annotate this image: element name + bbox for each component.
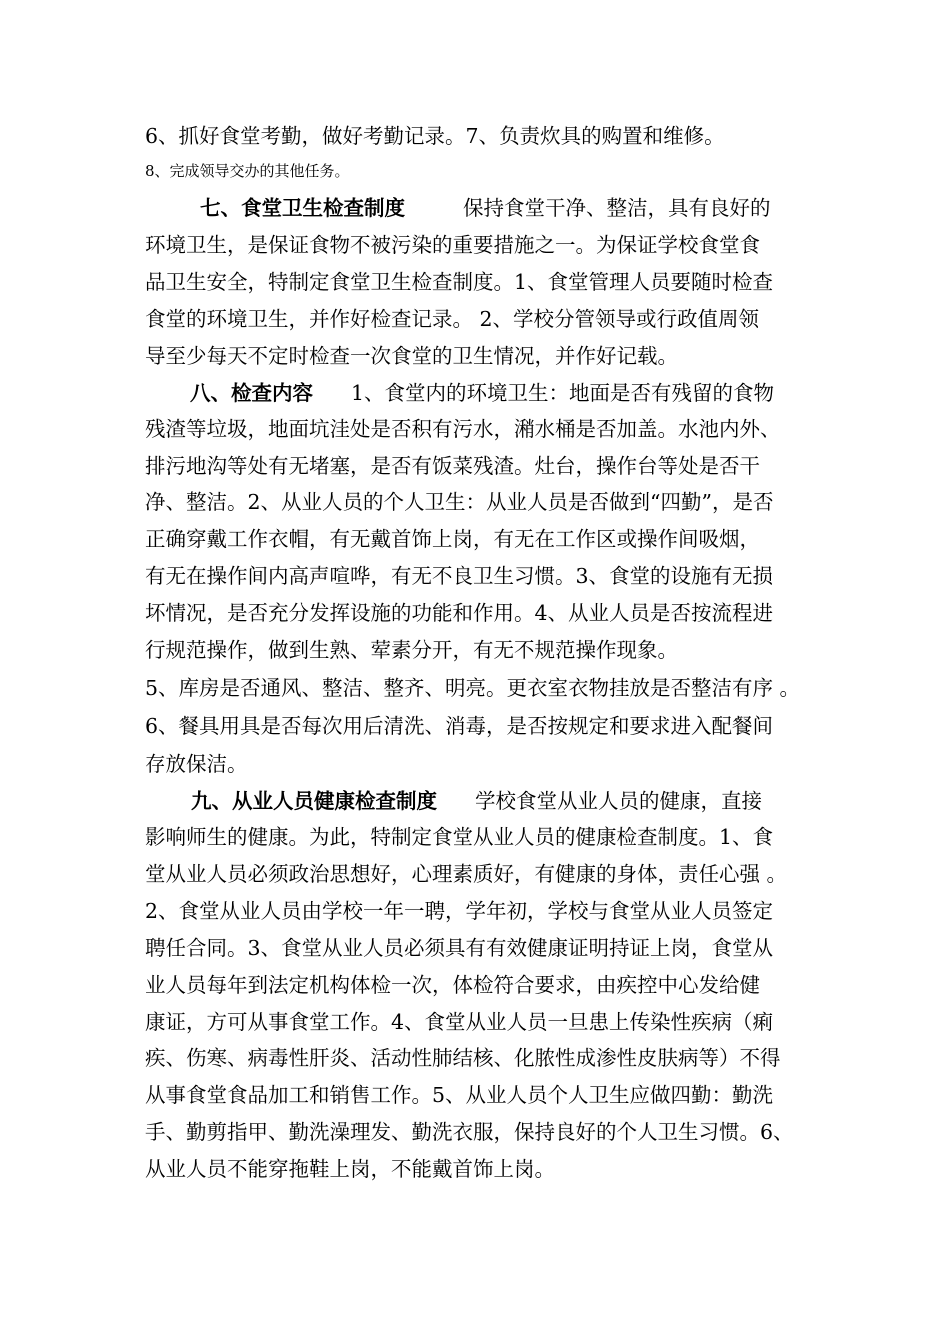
- text-line-11: 净、整洁。2、从业人员的个人卫生：从业人员是否做到“四勤”，是否: [145, 490, 774, 514]
- text-line-5: 品卫生安全，特制定食堂卫生检查制度。1、食堂管理人员要随时检查: [145, 270, 774, 294]
- section-nine-first-line: [145, 786, 815, 816]
- text-line-23: 聘任合同。3、食堂从业人员必须具有有效健康证明持证上岗，食堂从: [145, 936, 774, 960]
- section-eight-first-line: [145, 378, 815, 408]
- text-line-3: 保持食堂干净、整洁，具有良好的: [463, 196, 771, 220]
- text-line-15: 行规范操作，做到生熟、荤素分开，有无不规范操作现象。: [145, 638, 678, 662]
- text-line-7: 导至少每天不定时检查一次食堂的卫生情况，并作好记载。: [145, 344, 678, 368]
- text-line-17: 6、餐具用具是否每次用后清洗、消毒，是否按规定和要求进入配餐间: [145, 714, 774, 738]
- text-line-8: 1、食堂内的环境卫生：地面是否有残留的食物: [351, 381, 775, 405]
- text-line-4: 环境卫生，是保证食物不被污染的重要措施之一。为保证学校食堂食: [145, 233, 760, 257]
- section-heading-eight: 八、检查内容: [190, 381, 313, 405]
- text-line-26: 疾、伤寒、病毒性肝炎、活动性肺结核、化脓性成渗性皮肤病等）不得: [145, 1046, 781, 1070]
- text-line-6: 食堂的环境卫生，并作好检查记录。 2、学校分管领导或行政值周领: [145, 307, 760, 331]
- text-line-16: 5、库房是否通风、整洁、整齐、明亮。更衣室衣物挂放是否整洁有序 。: [145, 676, 801, 700]
- text-line-20: 影响师生的健康。为此，特制定食堂从业人员的健康检查制度。1、食: [145, 825, 774, 849]
- text-line-2: 8、完成领导交办的其他任务。: [145, 162, 350, 180]
- text-line-29: 从业人员不能穿拖鞋上岗，不能戴首饰上岗。: [145, 1157, 555, 1181]
- text-line-28: 手、勤剪指甲、勤洗澡理发、勤洗衣服，保持良好的个人卫生习惯。6、: [145, 1120, 794, 1144]
- text-line-24: 业人员每年到法定机构体检一次，体检符合要求，由疾控中心发给健: [145, 973, 760, 997]
- text-line-18: 存放保洁。: [145, 752, 248, 776]
- text-line-19: 学校食堂从业人员的健康，直接: [475, 789, 762, 813]
- text-line-12: 正确穿戴工作衣帽，有无戴首饰上岗，有无在工作区或操作间吸烟，: [145, 527, 760, 551]
- text-line-9: 残渣等垃圾，地面坑洼处是否积有污水，潲水桶是否加盖。水池内外、: [145, 417, 781, 441]
- text-line-22: 2、食堂从业人员由学校一年一聘，学年初，学校与食堂从业人员签定: [145, 899, 774, 923]
- text-line-10: 排污地沟等处有无堵塞，是否有饭菜残渣。灶台，操作台等处是否干: [145, 454, 760, 478]
- text-line-25: 康证，方可从事食堂工作。4、食堂从业人员一旦患上传染性疾病（痢: [145, 1010, 774, 1034]
- text-line-14: 坏情况，是否充分发挥设施的功能和作用。4、从业人员是否按流程进: [145, 601, 774, 625]
- section-heading-nine: 九、从业人员健康检查制度: [191, 789, 437, 813]
- section-seven-first-line: [145, 193, 815, 223]
- text-line-21: 堂从业人员必须政治思想好，心理素质好，有健康的身体，责任心强 。: [145, 862, 788, 886]
- text-line-1: 6、抓好食堂考勤，做好考勤记录。7、负责炊具的购置和维修。: [145, 124, 725, 148]
- section-heading-seven: 七、食堂卫生检查制度: [200, 196, 405, 220]
- text-line-27: 从事食堂食品加工和销售工作。5、从业人员个人卫生应做四勤：勤洗: [145, 1083, 774, 1107]
- text-line-13: 有无在操作间内高声喧哗，有无不良卫生习惯。3、食堂的设施有无损: [145, 564, 774, 588]
